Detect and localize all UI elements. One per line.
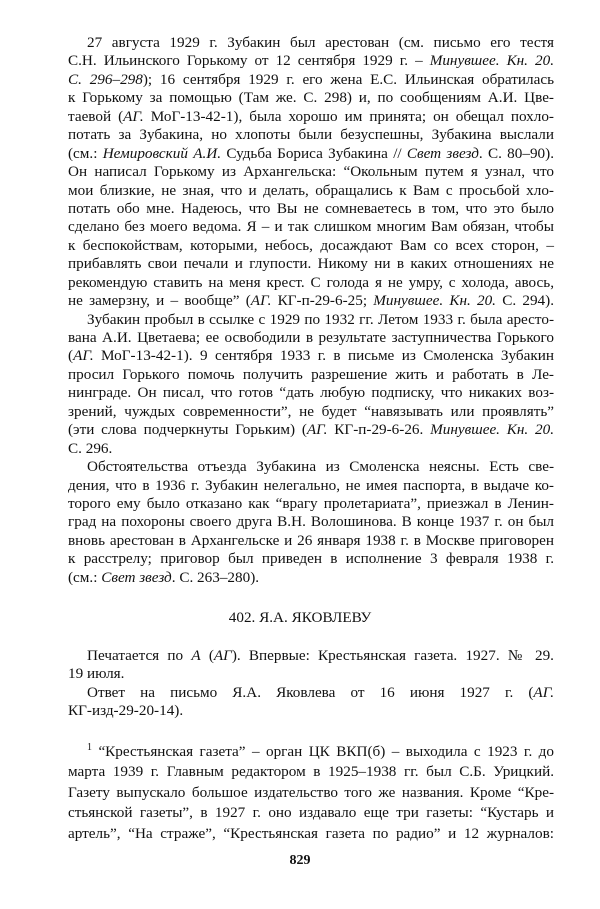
text-segment: артель”, “На страже”, “Крестьянская газета по радио” и 12 журналов: [68,824,554,842]
text-segment: ( [68,347,74,365]
text-line [68,182,554,200]
text-segment: Обстоятельства отъезда Зубакина из Смоленска неясны. Есть све- [87,458,554,476]
text-line [68,71,554,89]
text-line [68,783,554,803]
italic-reference: Немировский А.И. [102,144,222,162]
text-line [68,569,554,587]
text-line [68,34,554,52]
text-segment: С. 296. [68,439,113,457]
text-segment: просил Горького помочь получить разрешение жить и работать в Ле- [68,365,554,383]
text-segment: к расстрелу; приговор был приведен в исполнение 3 февраля 1938 г. [68,550,554,568]
text-line [68,237,554,255]
text-line [68,145,554,163]
text-line [68,550,554,568]
commentary-text [68,34,554,587]
letter-heading: 402. Я.А. ЯКОВЛЕВУ [228,609,372,626]
text-line [68,255,554,273]
text-segment: к беспокойствам, которыми, небось, досаждают Вам со всех сторон, – [68,236,554,254]
text-line [68,366,554,384]
text-segment: Печатается по [87,647,192,664]
text-segment: Судьба Бориса Зубакина // [221,144,407,162]
text-segment: прибавлять свои печали и глупости. Никому ни в каких отношениях не [68,255,554,273]
text-segment: зрений, чуждых современности”, не будет “навязывать или проявлять” [68,402,554,420]
text-segment: марта 1939 г. Главным редактором в 1925–1938 гг. был С.Б. Урицкий. [68,763,554,781]
text-line [68,384,554,402]
text-line [68,477,554,495]
italic-reference: АГ. [73,347,94,365]
text-line [68,684,554,702]
italic-reference: Минувшее. Кн. 20. [429,52,554,70]
text-segment: МоГ-13-42-1). 9 сентября 1933 г. в письме из Смоленска Зубакин [93,347,554,365]
text-line [68,274,554,292]
text-segment: дения, что в 1936 г. Зубакин нелегально, не имея паспорта, в выдаче ко- [68,476,554,494]
page-number: 829 [289,853,311,868]
italic-reference: Минувшее. Кн. 20. [373,292,496,310]
text-line [68,762,554,782]
text-line [68,108,554,126]
italic-reference: АГ. [306,421,328,439]
text-segment: сделано без моего ведома. Я – и так слишком многим Вам обязан, чтобы [68,218,554,236]
text-line [68,311,554,329]
text-line [68,665,554,683]
text-segment: стьянской газеты”, в 1927 г. оно издавало еще три газеты: “Кустарь и [68,804,554,822]
italic-reference: АГ. [123,107,144,125]
italic-reference: АГ. [533,683,554,701]
italic-reference: АГ [213,647,232,664]
text-line [68,513,554,531]
text-line [68,421,554,439]
text-line [68,403,554,421]
text-segment: Зубакин пробыл в ссылке с 1929 по 1932 гг. Летом 1933 г. была аресто- [87,310,554,328]
text-segment: . С. 80–90). [478,144,554,162]
text-line [68,163,554,181]
text-segment: ( [200,647,214,664]
text-segment: (эти слова подчеркнуты Горьким) ( [68,421,307,439]
text-segment: торого ему было отказано как “врагу пролетариата”, приезжал в Ленин- [68,494,554,512]
text-segment: потать обо мне. Надеюсь, что Вы не сомневаетесь в том, что это было [68,199,554,217]
text-line [68,458,554,476]
text-line [68,532,554,550]
text-line [68,702,554,720]
text-line [68,440,554,458]
footnote [68,742,554,844]
italic-reference: Свет звезд [101,568,172,586]
text-segment: С. 294). [495,292,554,310]
text-segment: Газету выпускало большое издательство того же названия. Кроме “Кре- [68,783,554,801]
text-segment: КГ-изд-29-20-14). [68,702,184,720]
text-line [68,52,554,70]
italic-reference: Минувшее. Кн. 20. [430,421,554,439]
text-segment: Он написал Горькому из Архангельска: “Окольным путем я узнал, что [68,163,554,181]
text-segment: ). Впервые: Крестьянская газета. 1927. № 29. [231,647,554,664]
text-line [68,89,554,107]
text-segment: Ответ на письмо Я.А. Яковлева от 16 июня 1927 г. ( [87,683,534,701]
text-line [68,824,554,844]
text-segment: вана А.И. Цветаева; ее освободили в результате заступничества Горького [68,329,554,346]
text-segment: (см.: [68,144,103,162]
text-segment: вновь арестован в Архангельске и 26 января 1938 г. в Москве приговорен [68,531,554,549]
text-segment: нинграде. Он писал, что готов “дать любую подписку, что никаких воз- [68,384,554,402]
italic-reference: Свет звезд [406,144,479,162]
text-line [68,347,554,365]
text-segment: мои близкие, не зная, что и делать, обращались к Вам с просьбой хло- [68,181,554,199]
text-line [68,126,554,144]
text-segment: . С. 263–280). [171,568,260,586]
text-segment: 19 июля. [68,665,125,683]
text-segment: град на похороны своего друга В.Н. Волошинова. В конце 1937 г. он был [68,513,554,531]
text-segment: “Крестьянская газета” – орган ЦК ВКП(б) – выходила с 1923 г. до [98,743,554,760]
text-segment: КГ-п-29-6-26. [327,421,431,439]
italic-reference: С. 296–298 [68,70,143,88]
text-line [68,218,554,236]
text-segment: КГ-п-29-6-25; [271,292,374,310]
text-segment: не замерзну, и – вообще” ( [68,292,251,310]
text-line [68,647,554,665]
text-line [68,742,554,762]
text-line [68,803,554,823]
text-segment: потать за Зубакина, но хлопоты были безуспешны, Зубакина выслали [68,126,554,144]
text-segment: ); 16 сентября 1929 г. его жена Е.С. Ильинская обратилась [142,70,555,88]
text-line [68,292,554,310]
text-line [68,200,554,218]
text-segment: таевой ( [68,107,124,125]
footnote-marker: 1 [87,742,92,753]
text-segment: МоГ-13-42-1), была хорошо им принята; он обещал похло- [143,107,554,125]
italic-reference: А [191,647,201,664]
italic-reference: АГ. [250,292,272,310]
text-segment: 27 августа 1929 г. Зубакин был арестован (см. письмо его тестя [87,34,554,51]
text-line [68,495,554,513]
text-segment: рекомендую ставить на меня крест. С голода я не умру, с холода, авось, [68,273,554,291]
text-line [68,329,554,347]
text-segment: (см.: [68,568,102,586]
text-segment: С.Н. Ильинского Горькому от 12 сентября 1929 г. – [68,52,430,70]
source-note [68,647,554,721]
text-segment: к Горькому за помощью (Там же. С. 298) и, по сообщениям А.И. Цве- [68,89,554,107]
